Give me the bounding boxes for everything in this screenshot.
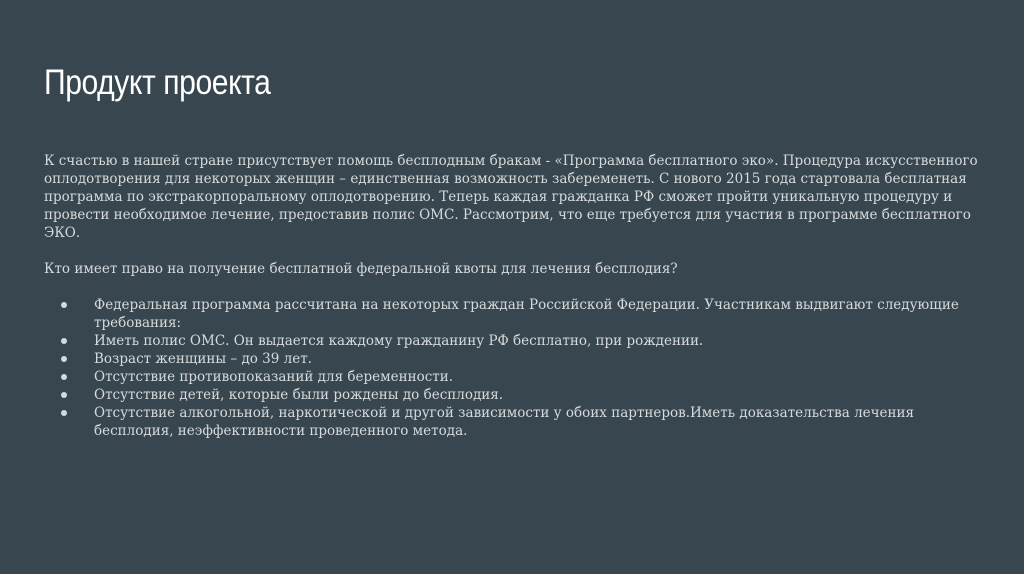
bullet-dot-icon	[61, 302, 67, 308]
bullet-dot-icon	[61, 338, 67, 344]
bullet-dot-icon	[61, 356, 67, 362]
list-item	[44, 404, 984, 440]
question-paragraph: Кто имеет право на получение бесплатной федеральной квоты для лечения бесплодия?	[44, 261, 678, 277]
slide-body	[44, 152, 984, 440]
list-item	[44, 350, 984, 368]
list-item	[44, 368, 984, 386]
list-item-text: Иметь полис ОМС. Он выдается каждому гражданину РФ бесплатно, при рождении.	[94, 333, 704, 349]
list-item-text: Отсутствие противопоказаний для беременности.	[94, 369, 454, 385]
list-item	[44, 386, 984, 404]
list-item	[44, 296, 984, 332]
bullet-dot-icon	[61, 410, 67, 416]
bullet-dot-icon	[61, 392, 67, 398]
bullet-dot-icon	[61, 374, 67, 380]
requirements-list	[44, 296, 984, 440]
intro-paragraph: К счастью в нашей стране присутствует помощь бесплодным бракам - «Программа бесплатного эко». Процедура искусственного оплодотворения для некоторых женщин – единственная возможность забеременеть. С нового 2015 года стартовала бесплатная программа по экстракорпоральному оплодотворению. Теперь каждая гражданка РФ сможет пройти уникальную процедуру и провести необходимое лечение, предоставив полис ОМС. Рассмотрим, что еще требуется для участия в программе бесплатного ЭКО.	[44, 153, 978, 241]
list-item-text: Отсутствие детей, которые были рождены до бесплодия.	[94, 387, 504, 403]
list-item	[44, 332, 984, 350]
list-item-text: Возраст женщины – до 39 лет.	[94, 351, 312, 367]
list-item-text: Федеральная программа рассчитана на некоторых граждан Российской Федерации. Участникам выдвигают следующие требования:	[94, 297, 959, 331]
list-item-text: Отсутствие алкогольной, наркотической и другой зависимости у обоих партнеров.Иметь доказательства лечения бесплодия, неэффективности проведенного метода.	[94, 405, 915, 439]
slide-title: Продукт проекта	[44, 63, 271, 102]
